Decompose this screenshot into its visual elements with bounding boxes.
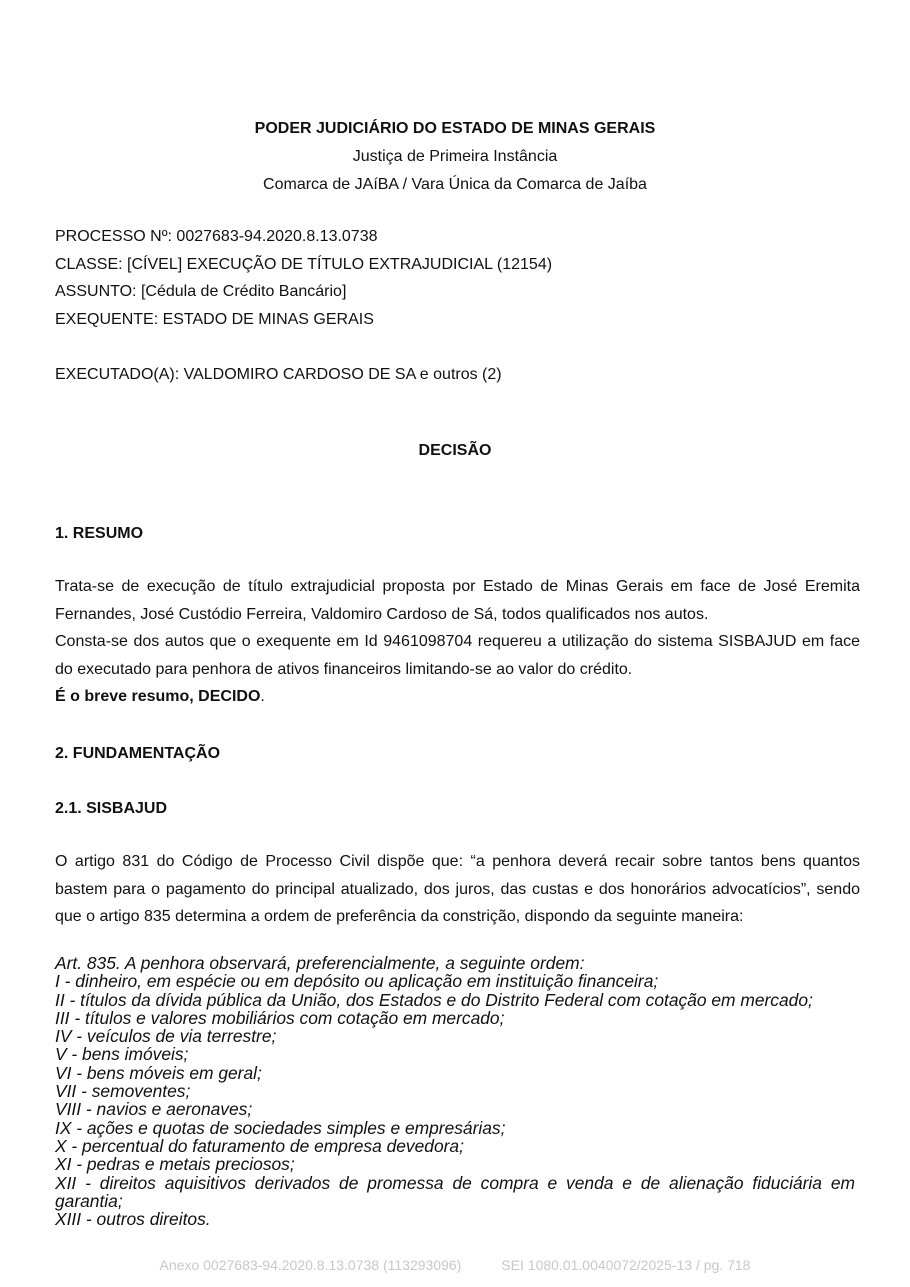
quote-item: VIII - navios e aeronaves;: [55, 1099, 253, 1120]
quote-item: IV - veículos de via terrestre;: [55, 1026, 277, 1047]
footer-sei: SEI 1080.01.0040072/2025-13 / pg. 718: [501, 1257, 751, 1273]
quote-item: II - títulos da dívida pública da União, dos Estados e do Distrito Federal com cotação em mercado;: [55, 989, 813, 1010]
decision-title: DECISÃO: [418, 442, 492, 459]
resumo-paragraph-3: [55, 683, 860, 711]
case-subject: ASSUNTO: [Cédula de Crédito Bancário]: [55, 283, 347, 300]
quote-item: III - títulos e valores mobiliários com cotação em mercado;: [55, 1007, 505, 1028]
case-plaintiff: EXEQUENTE: ESTADO DE MINAS GERAIS: [55, 311, 374, 328]
quote-item: IX - ações e quotas de sociedades simples e empresárias;: [55, 1117, 506, 1138]
resumo-paragraph-1: Trata-se de execução de título extrajudicial proposta por Estado de Minas Gerais em face de José Eremita Fernandes, José Custódio Ferreira, Valdomiro Cardoso de Sá, todos qualificados nos autos.: [55, 578, 860, 623]
resumo-text: [55, 573, 860, 711]
resumo-paragraph-2: Consta-se dos autos que o exequente em Id 9461098704 requereu a utilização do sistema SISBAJUD em face do executado para penhora de ativos financeiros limitando-se ao valor do crédito.: [55, 633, 860, 678]
article-835-quote: [55, 954, 865, 1228]
page-footer: [0, 1256, 910, 1274]
section-heading-resumo: 1. RESUMO: [55, 525, 144, 542]
fundamentacao-paragraph-1: O artigo 831 do Código de Processo Civil dispõe que: “a penhora deverá recair sobre tantos bens quantos bastem para o pagamento do principal atualizado, dos juros, das custas e dos honorários advocatícios”, sendo que o artigo 835 determina a ordem de preferência da constrição, dispondo da seguinte maneira:: [55, 853, 860, 925]
subsection-heading-sisbajud: 2.1. SISBAJUD: [55, 800, 168, 817]
fundamentacao-text: [55, 848, 860, 931]
case-class: CLASSE: [CÍVEL] EXECUÇÃO DE TÍTULO EXTRAJUDICIAL (12154): [55, 256, 553, 273]
quote-item: XIII - outros direitos.: [55, 1209, 211, 1230]
section-heading-fundamentacao: 2. FUNDAMENTAÇÃO: [55, 745, 221, 762]
quote-item: V - bens imóveis;: [55, 1044, 189, 1065]
footer-annex: Anexo 0027683-94.2020.8.13.0738 (113293096): [159, 1257, 462, 1273]
quote-item: I - dinheiro, em espécie ou em depósito ou aplicação em instituição financeira;: [55, 971, 659, 992]
quote-item: VI - bens móveis em geral;: [55, 1062, 262, 1083]
quote-item: VII - semoventes;: [55, 1081, 191, 1102]
quote-item: X - percentual do faturamento de empresa devedora;: [55, 1135, 464, 1156]
court-name: PODER JUDICIÁRIO DO ESTADO DE MINAS GERAIS: [254, 120, 656, 137]
quote-item: XI - pedras e metais preciosos;: [55, 1154, 295, 1175]
case-defendant: EXECUTADO(A): VALDOMIRO CARDOSO DE SA e outros (2): [55, 366, 502, 383]
process-number: PROCESSO Nº: 0027683-94.2020.8.13.0738: [55, 228, 378, 245]
quote-intro: Art. 835. A penhora observará, preferencialmente, a seguinte ordem:: [55, 953, 585, 973]
court-district: Comarca de JAíBA / Vara Única da Comarca de Jaíba: [263, 176, 647, 193]
quote-item: XII - direitos aquisitivos derivados de promessa de compra e venda e de alienação fiduciária em garantia;: [55, 1172, 855, 1211]
court-instance: Justiça de Primeira Instância: [352, 148, 558, 165]
resumo-conclusion-tail: .: [260, 688, 265, 705]
resumo-conclusion: É o breve resumo, DECIDO: [55, 688, 261, 705]
